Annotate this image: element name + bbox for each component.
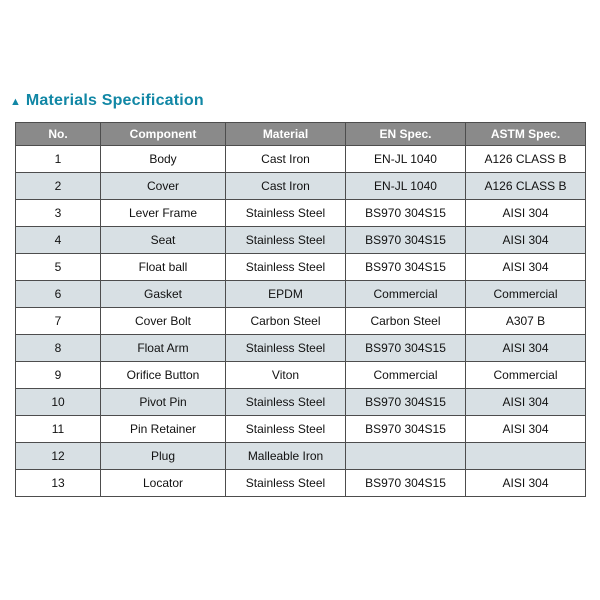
table-cell: Float Arm: [101, 335, 226, 362]
table-cell: Viton: [226, 362, 346, 389]
table-cell: AISI 304: [466, 227, 586, 254]
table-body: [16, 146, 586, 497]
table-row: [16, 200, 586, 227]
table-row: [16, 227, 586, 254]
table-cell: 12: [16, 443, 101, 470]
table-cell: 9: [16, 362, 101, 389]
table-cell: Plug: [101, 443, 226, 470]
table-cell: EN-JL 1040: [346, 173, 466, 200]
table-cell: Cast Iron: [226, 146, 346, 173]
table-cell: 2: [16, 173, 101, 200]
table-cell: Stainless Steel: [226, 200, 346, 227]
table-cell: Cast Iron: [226, 173, 346, 200]
table-cell: Malleable Iron: [226, 443, 346, 470]
table-cell: 3: [16, 200, 101, 227]
table-row: [16, 389, 586, 416]
column-header-material: Material: [226, 123, 346, 146]
table-cell: AISI 304: [466, 254, 586, 281]
table-cell: Orifice Button: [101, 362, 226, 389]
column-header-en-spec: EN Spec.: [346, 123, 466, 146]
table-cell: 6: [16, 281, 101, 308]
table-header: [16, 123, 586, 146]
table-row: [16, 281, 586, 308]
table-row: [16, 443, 586, 470]
table-cell: Stainless Steel: [226, 416, 346, 443]
table-cell: 11: [16, 416, 101, 443]
table-cell: 5: [16, 254, 101, 281]
triangle-icon: ▲: [10, 95, 21, 108]
column-header-astm-spec: ASTM Spec.: [466, 123, 586, 146]
table-cell: BS970 304S15: [346, 200, 466, 227]
materials-spec-table: [15, 122, 586, 497]
table-cell: A307 B: [466, 308, 586, 335]
table-cell: 1: [16, 146, 101, 173]
table-cell: Commercial: [346, 362, 466, 389]
table-cell: Pin Retainer: [101, 416, 226, 443]
table-cell: Seat: [101, 227, 226, 254]
table-cell: [346, 443, 466, 470]
table-cell: BS970 304S15: [346, 227, 466, 254]
table-cell: Cover: [101, 173, 226, 200]
table-cell: BS970 304S15: [346, 389, 466, 416]
table-cell: BS970 304S15: [346, 416, 466, 443]
table-cell: Stainless Steel: [226, 227, 346, 254]
table-row: [16, 254, 586, 281]
table-cell: Commercial: [346, 281, 466, 308]
table-header-row: [16, 123, 586, 146]
table-row: [16, 362, 586, 389]
table-cell: [466, 443, 586, 470]
section-title-bar: [10, 92, 204, 110]
table-cell: AISI 304: [466, 335, 586, 362]
table-cell: Locator: [101, 470, 226, 497]
table-cell: A126 CLASS B: [466, 146, 586, 173]
table-cell: 4: [16, 227, 101, 254]
table-cell: 8: [16, 335, 101, 362]
table-cell: Commercial: [466, 281, 586, 308]
column-header-component: Component: [101, 123, 226, 146]
table-cell: Body: [101, 146, 226, 173]
table-cell: Float ball: [101, 254, 226, 281]
table-row: [16, 173, 586, 200]
table-cell: Carbon Steel: [346, 308, 466, 335]
table-cell: BS970 304S15: [346, 335, 466, 362]
table-cell: Lever Frame: [101, 200, 226, 227]
table-cell: AISI 304: [466, 200, 586, 227]
table-cell: Gasket: [101, 281, 226, 308]
table-cell: A126 CLASS B: [466, 173, 586, 200]
table-cell: AISI 304: [466, 470, 586, 497]
page-title: Materials Specification: [25, 92, 204, 109]
table-cell: Stainless Steel: [226, 470, 346, 497]
column-header-no: No.: [16, 123, 101, 146]
table-row: [16, 416, 586, 443]
table-cell: Cover Bolt: [101, 308, 226, 335]
table-cell: 10: [16, 389, 101, 416]
table-row: [16, 335, 586, 362]
table-cell: Stainless Steel: [226, 389, 346, 416]
table-cell: Pivot Pin: [101, 389, 226, 416]
table-row: [16, 470, 586, 497]
table-cell: Commercial: [466, 362, 586, 389]
table-cell: AISI 304: [466, 389, 586, 416]
table-cell: Stainless Steel: [226, 335, 346, 362]
table-cell: Carbon Steel: [226, 308, 346, 335]
table-cell: 13: [16, 470, 101, 497]
table-cell: BS970 304S15: [346, 254, 466, 281]
table-cell: EPDM: [226, 281, 346, 308]
table-cell: BS970 304S15: [346, 470, 466, 497]
table-row: [16, 308, 586, 335]
table-cell: 7: [16, 308, 101, 335]
table-row: [16, 146, 586, 173]
table-cell: EN-JL 1040: [346, 146, 466, 173]
table-cell: AISI 304: [466, 416, 586, 443]
table-cell: Stainless Steel: [226, 254, 346, 281]
